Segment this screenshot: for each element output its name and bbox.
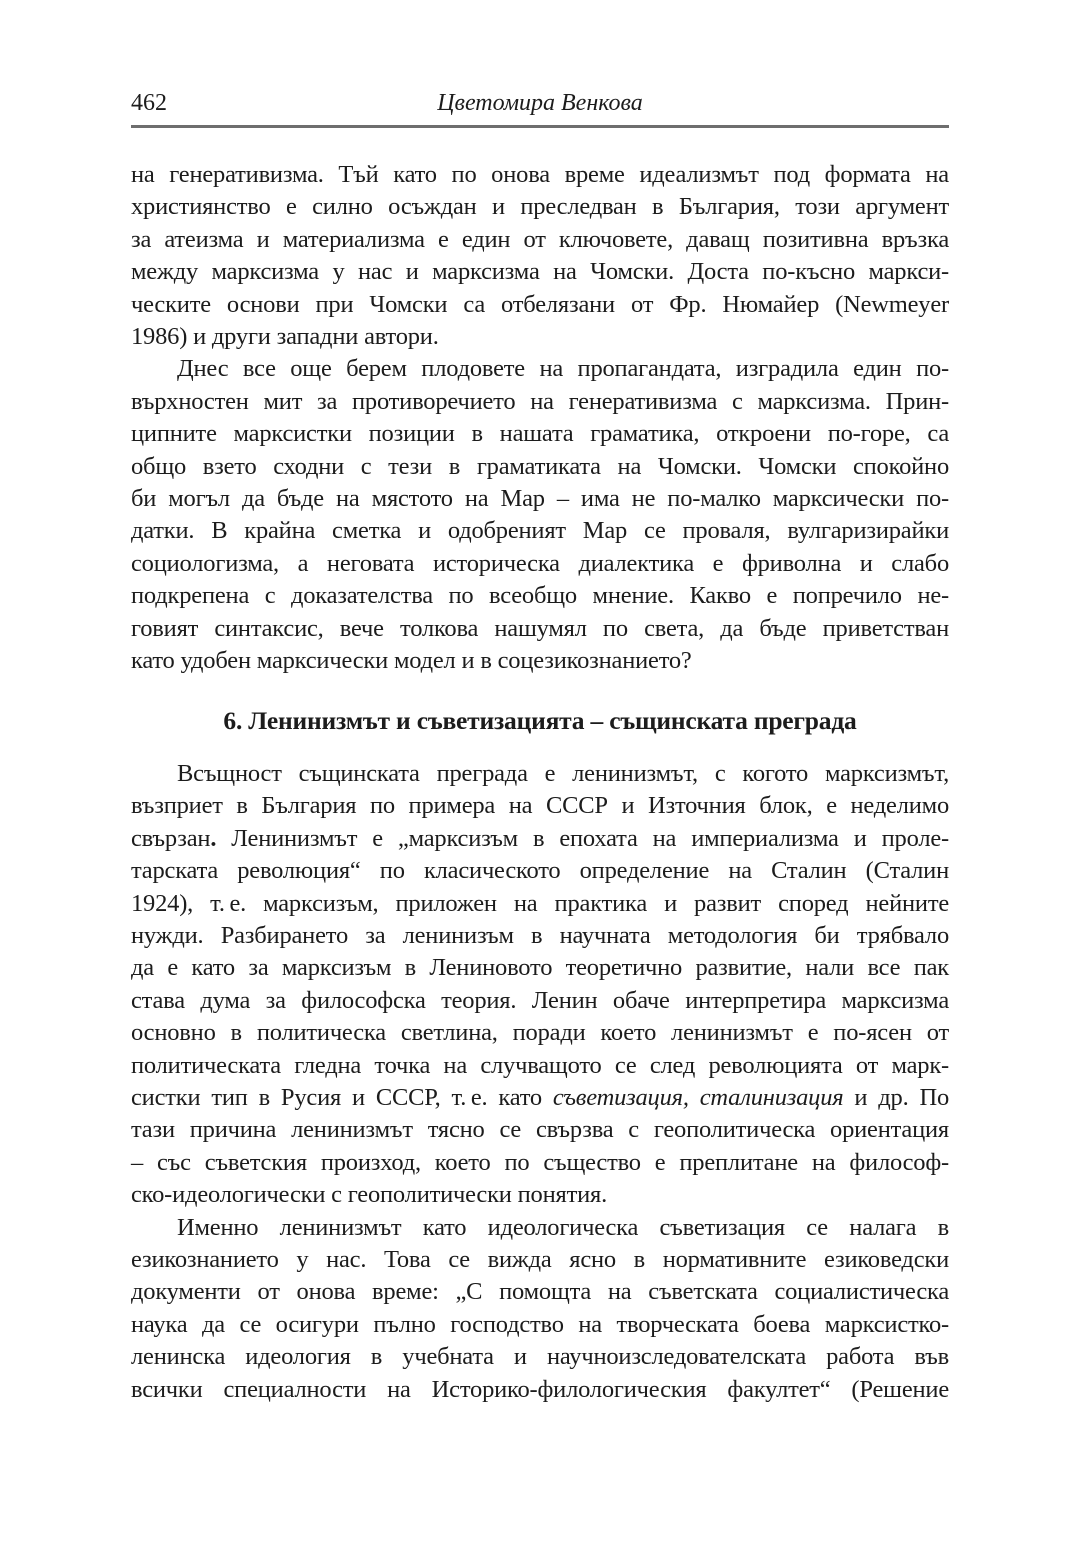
text-line: възприет в България по примера на СССР и Източния блок, е неделимо bbox=[131, 792, 949, 820]
text-line: между марксизма у нас и марксизма на Чомски. Доста по-късно маркси- bbox=[131, 258, 949, 286]
text-line: ципните марксистки позиции в нашата граматика, откроени по-горе, са bbox=[131, 420, 949, 448]
text-line: като удобен марксически модел и в соцезикознанието? bbox=[131, 647, 692, 675]
text-line: тарската революция“ по класическото определение на Сталин (Сталин bbox=[131, 857, 949, 885]
text-line: подкрепена с доказателства по всеобщо мнение. Какво е попречило не- bbox=[131, 582, 949, 610]
section-heading: 6. Ленинизмът и съветизацията – същинската преграда bbox=[223, 705, 857, 735]
text-line: основно в политическа светлина, поради което ленинизмът е по-ясен от bbox=[131, 1019, 949, 1047]
text-line: систки тип в Русия и СССР, т. е. като съветизация, сталинизация и др. По bbox=[131, 1083, 949, 1111]
text-line: би могъл да бъде на мястото на Мар – има не по-малко марксически по- bbox=[131, 485, 949, 513]
text-line: на генеративизма. Тъй като по онова време идеализмът под формата на bbox=[131, 161, 949, 188]
text-line: всички специалности на Историко-филологическия факултет“ (Решение bbox=[131, 1375, 949, 1403]
text-line: ско-идеологически с геополитически понятия. bbox=[131, 1181, 607, 1209]
text-line: да е като за марксизъм в Лениновото теоретично развитие, нали все пак bbox=[131, 954, 949, 982]
text-line: Всъщност същинската преграда е ленинизмът, с когото марксизмът, bbox=[177, 759, 949, 787]
text-line: наука да се осигури пълно господство на творческата боева марксистко- bbox=[131, 1310, 949, 1338]
text-line: говият синтаксис, вече толкова нашумял по света, да бъде приветстван bbox=[131, 614, 949, 642]
text-line: Именно ленинизмът като идеологическа съветизация се налага в bbox=[177, 1213, 949, 1241]
page-body bbox=[131, 159, 949, 1406]
text-line: християнство е силно осъждан и преследван в България, този аргумент bbox=[131, 193, 949, 221]
text-line: ленинска идеология в учебната и научноизследователската работа във bbox=[131, 1343, 949, 1371]
bold-fragment: . bbox=[210, 824, 217, 852]
text-line: документи от онова време: „С помощта на съветската социалистическа bbox=[131, 1278, 949, 1306]
text-line: политическата гледна точка на случващото се след революцията от марк- bbox=[131, 1051, 949, 1079]
header-rule bbox=[131, 125, 949, 128]
running-head: Цветомира Венкова bbox=[437, 90, 643, 116]
text-line: става дума за философска теория. Ленин обаче интерпретира марксизма bbox=[131, 986, 949, 1014]
text-line: ческите основи при Чомски са отбелязани от Фр. Нюмайер (Newmeyer bbox=[131, 290, 949, 318]
text-line: върхностен мит за противоречието на генеративизма с марксизма. Прин- bbox=[131, 387, 949, 415]
text-line: датки. В крайна сметка и одобреният Мар се проваля, вулгаризирайки bbox=[131, 517, 949, 545]
paragraph bbox=[131, 353, 949, 677]
paragraph bbox=[131, 758, 949, 1212]
italic-term: съветизация, сталинизация bbox=[552, 1083, 844, 1111]
text-line: социологизма, а неговата историческа диалектика е фриволна и слабо bbox=[131, 549, 949, 577]
text-line: свързан. Ленинизмът е „марксизъм в епохата на империализма и проле- bbox=[131, 824, 949, 852]
text-line: – със съветския произход, което по същество е преплитане на философ- bbox=[131, 1148, 949, 1176]
paragraph bbox=[131, 1212, 949, 1406]
page-header bbox=[131, 88, 949, 120]
text-line: нужди. Разбирането за ленинизъм в научната методология би трябвало bbox=[131, 921, 949, 949]
text-line: тази причина ленинизмът тясно се свързва с геополитическа ориентация bbox=[131, 1116, 949, 1144]
text-line: за атеизма и материализма е един от ключовете, даващ позитивна връзка bbox=[131, 225, 949, 253]
page-number: 462 bbox=[131, 90, 167, 116]
text-line: езикознанието у нас. Това се вижда ясно в нормативните езиковедски bbox=[131, 1246, 949, 1273]
text-line: общо взето сходни с тези в граматиката на Чомски. Чомски спокойно bbox=[131, 452, 949, 480]
text-line: 1986) и други западни автори. bbox=[131, 323, 439, 351]
text-line: Днес все още берем плодовете на пропагандата, изградила един по- bbox=[177, 355, 949, 383]
paragraph bbox=[131, 159, 949, 353]
text-line: 1924), т. е. марксизъм, приложен на практика и развит според нейните bbox=[131, 889, 949, 917]
